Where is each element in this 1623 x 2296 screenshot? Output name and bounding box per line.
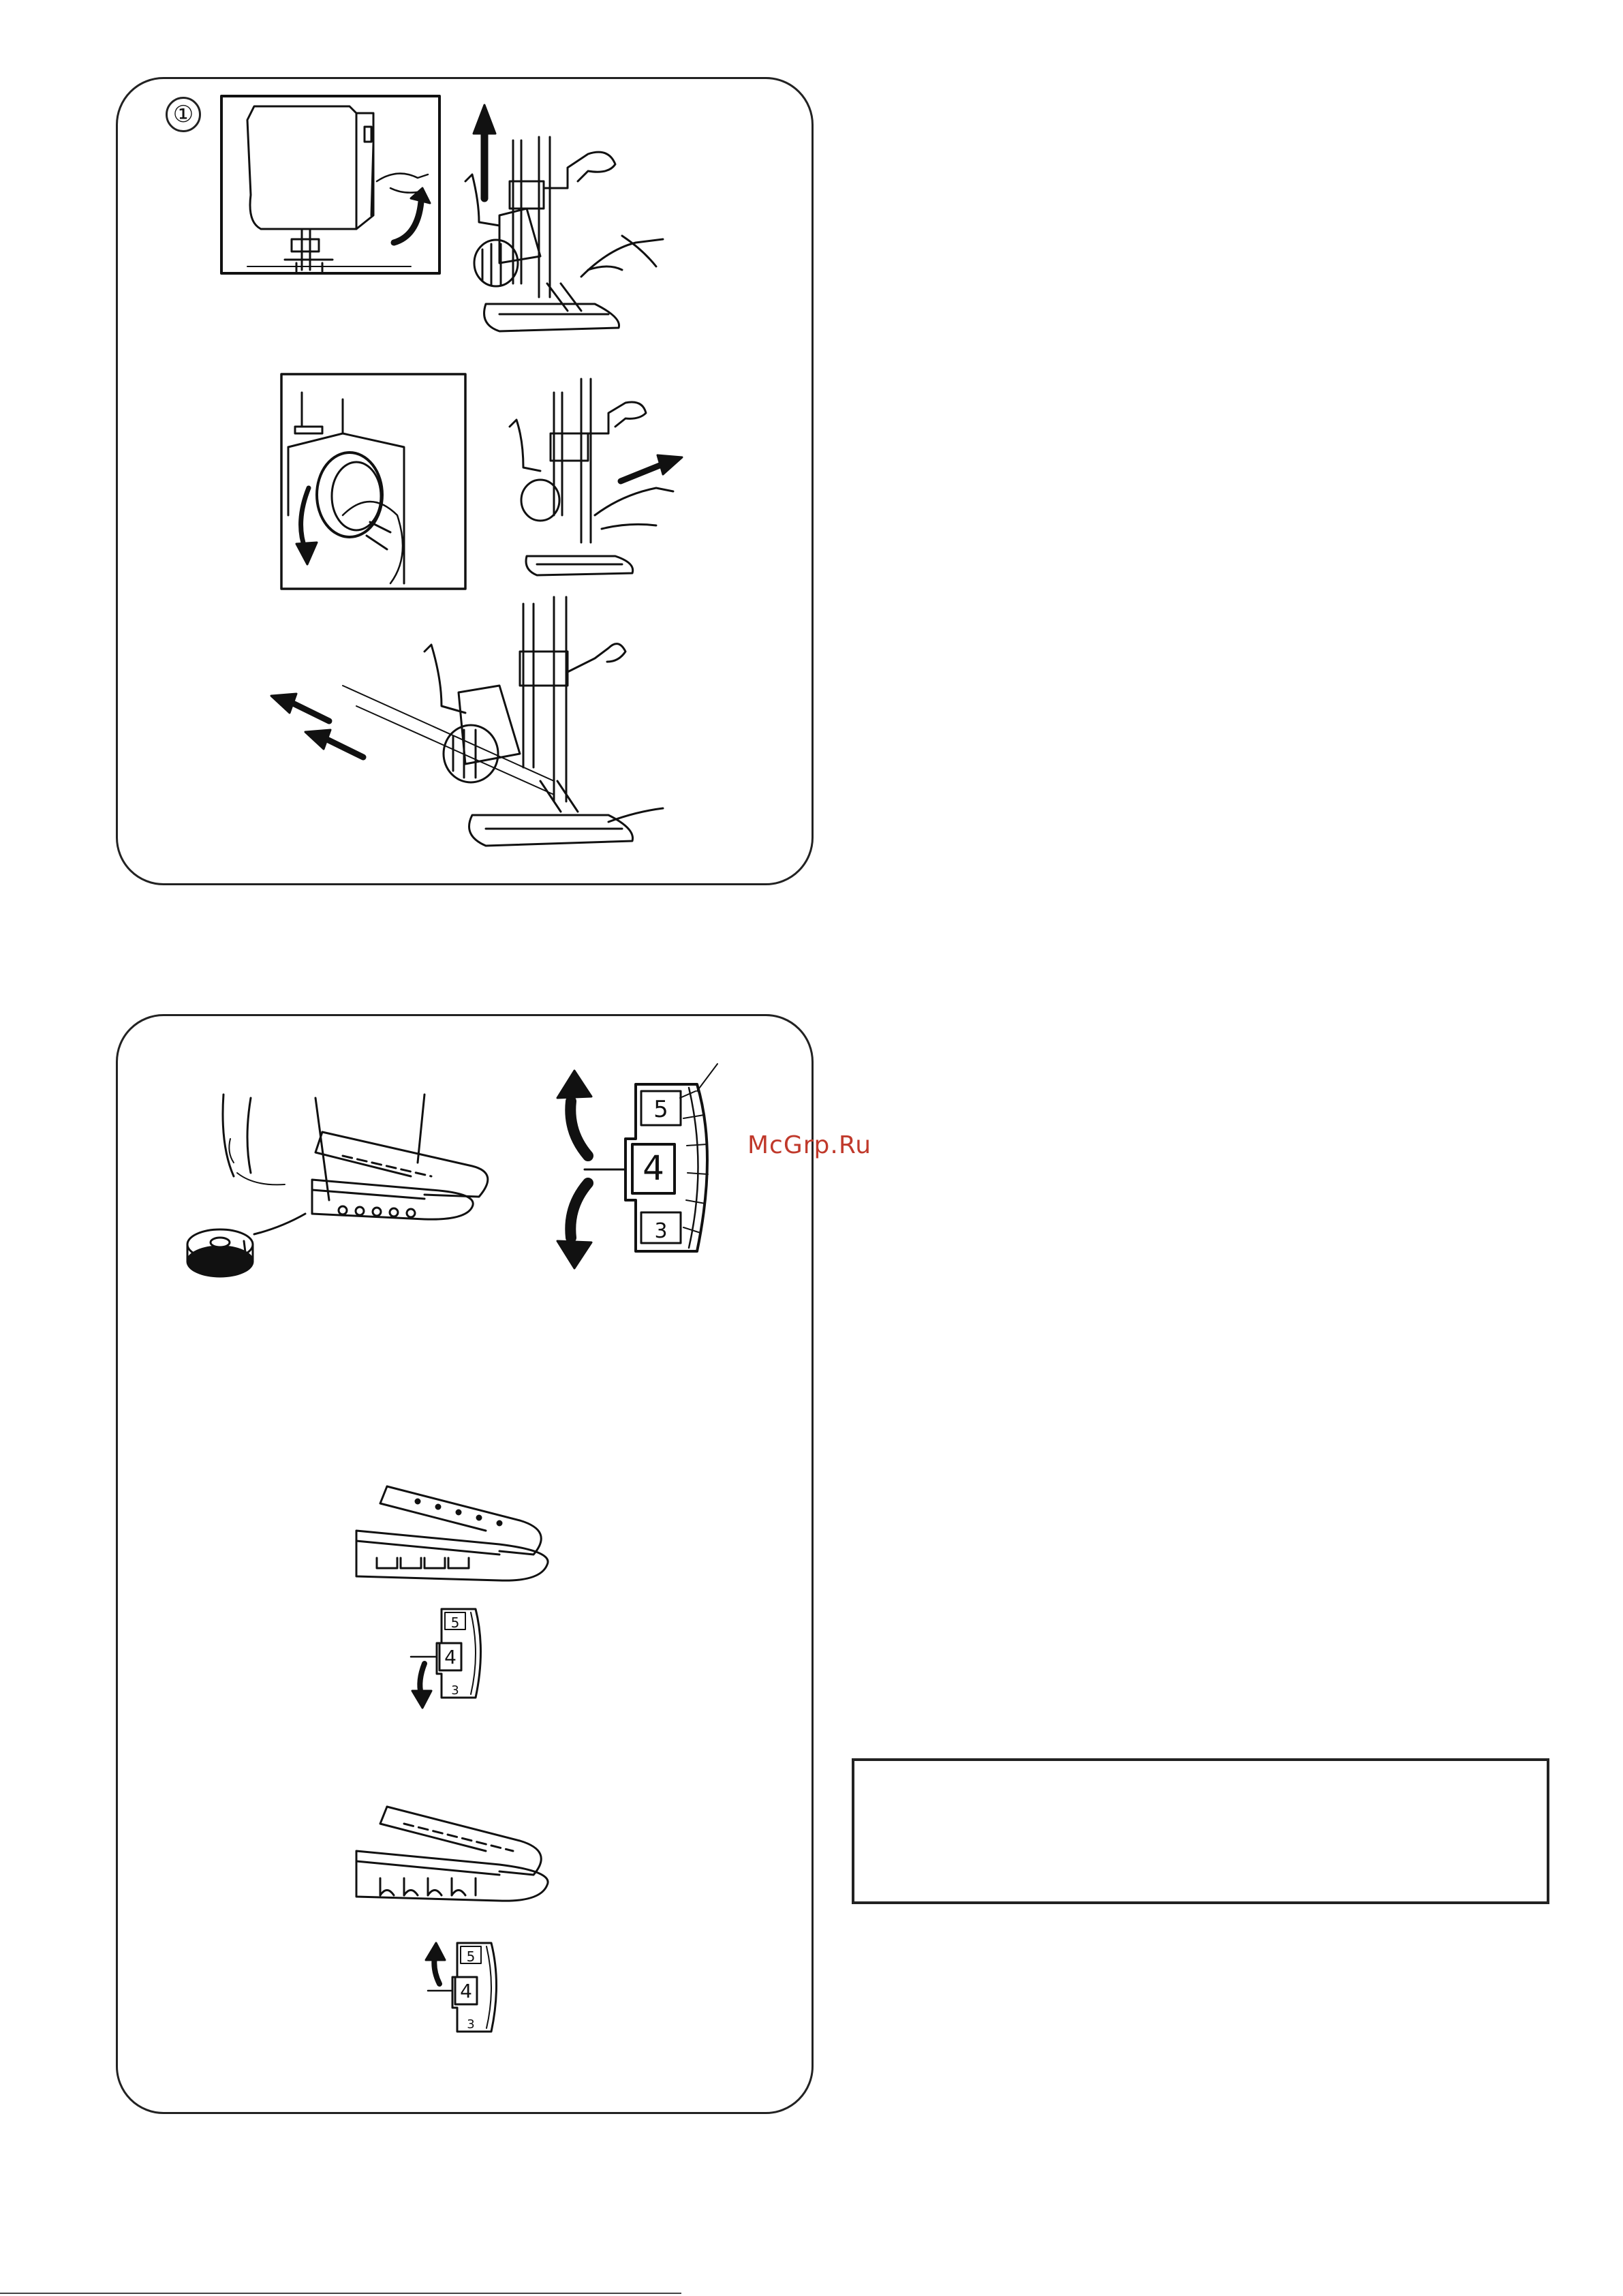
dial-bottom-number: 3	[654, 1219, 668, 1243]
tension-illustrations	[118, 1016, 812, 2112]
threading-illustrations	[118, 79, 812, 883]
illustration-panel-threading	[116, 77, 814, 885]
presser-foot-icon-3	[343, 597, 663, 846]
down-arrow-icon	[557, 1183, 591, 1268]
tension-dial-icon-2	[411, 1609, 481, 1708]
inset-handwheel	[281, 374, 465, 589]
tension-dial-icon-3	[426, 1943, 497, 2032]
fabric-stitch-diagram-2	[356, 1486, 548, 1580]
dial-top-number: 5	[653, 1096, 668, 1123]
presser-foot-icon	[465, 137, 663, 331]
fabric-stitch-diagram	[223, 1095, 488, 1268]
watermark: McGrp.Ru	[747, 1131, 872, 1159]
note-box	[852, 1758, 1549, 1904]
dial-top-number: 5	[450, 1614, 460, 1631]
footer-rule	[0, 2293, 681, 2294]
dial-middle-number: 4	[460, 1980, 472, 2002]
dial-middle-number: 4	[444, 1646, 457, 1668]
dial-middle-number: 4	[643, 1148, 664, 1188]
dial-bottom-number: 3	[451, 1683, 459, 1698]
dial-bottom-number: 3	[467, 2017, 475, 2032]
step-marker: ①	[166, 97, 201, 132]
left-arrow-icon	[271, 694, 363, 757]
tension-dial-icon	[557, 1064, 717, 1268]
inset-machine-lever	[221, 96, 439, 273]
down-arrow-icon	[412, 1664, 431, 1708]
right-arrow-icon	[621, 455, 682, 481]
presser-foot-icon-2	[510, 379, 673, 575]
up-arrow-icon	[426, 1943, 445, 1984]
up-arrow-icon	[557, 1071, 591, 1156]
bobbin-icon	[187, 1229, 253, 1276]
fabric-stitch-diagram-3	[356, 1807, 548, 1901]
dial-top-number: 5	[466, 1948, 476, 1965]
illustration-panel-tension	[116, 1014, 814, 2114]
up-arrow-icon	[474, 105, 495, 198]
